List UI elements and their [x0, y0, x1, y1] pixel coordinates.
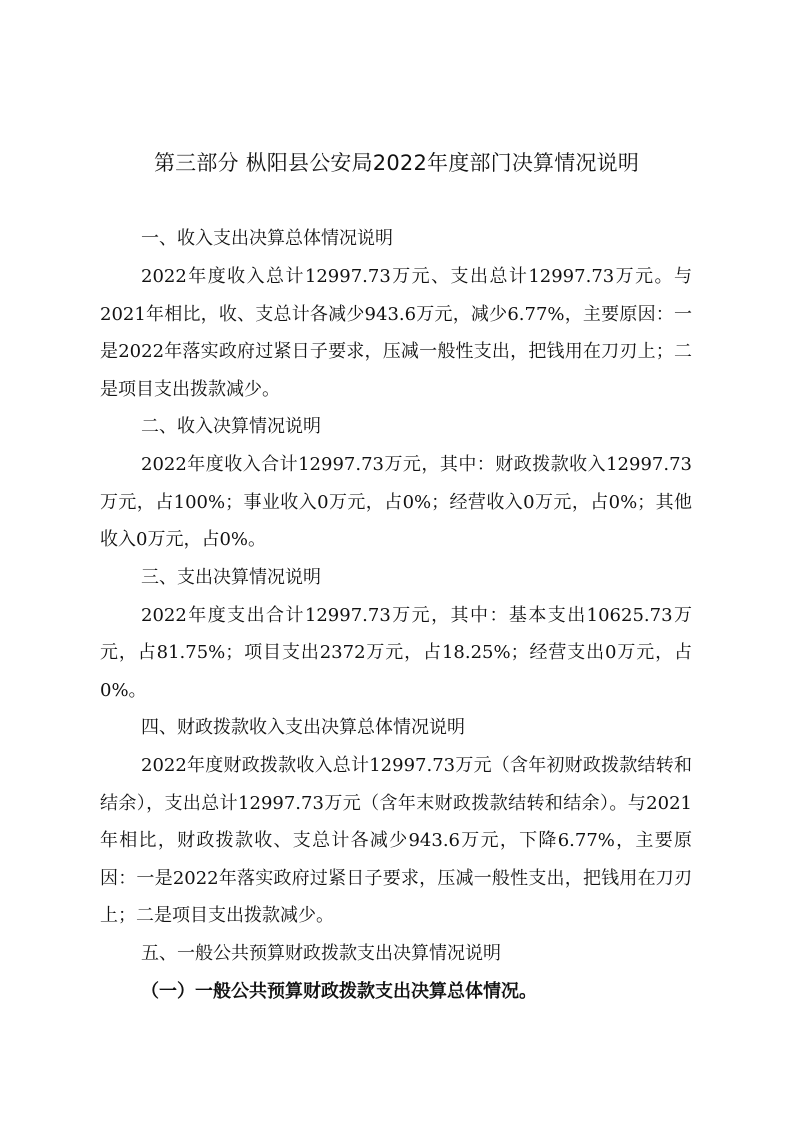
section-paragraph-1: 2022年度收入总计12997.73万元、支出总计12997.73万元。与2021年相比，收、支总计各减少943.6万元，减少6.77%，主要原因：一是2022年落实政府过紧日子要求，压减一般性支出，把钱用在刀刃上；二是项目支出拨款减少。: [100, 266, 692, 400]
section-heading-3: 三、支出决算情况说明: [141, 566, 321, 588]
section-heading-1: 一、收入支出决算总体情况说明: [141, 228, 393, 249]
section-paragraph-3: 2022年度支出合计12997.73万元，其中：基本支出10625.73万元，占81.75%；项目支出2372万元，占18.25%；经营支出0万元，占0%。: [100, 604, 692, 701]
document-body: [100, 220, 692, 1011]
section-heading-2: 二、收入决算情况说明: [141, 416, 321, 437]
section-paragraph-2: 2022年度收入合计12997.73万元，其中：财政拨款收入12997.73万元，占100%；事业收入0万元，占0%；经营收入0万元，占0%；其他收入0万元，占0%。: [100, 454, 692, 550]
section-heading-4: 四、财政拨款收入支出决算总体情况说明: [141, 717, 465, 738]
subsection-heading: （一）一般公共预算财政拨款支出决算总体情况。: [141, 980, 537, 1002]
page-title: 第三部分 枞阳县公安局2022年度部门决算情况说明: [153, 151, 640, 175]
section-heading-5: 五、一般公共预算财政拨款支出决算情况说明: [141, 942, 501, 964]
section-paragraph-4: 2022年度财政拨款收入总计12997.73万元（含年初财政拨款结转和结余），支出总计12997.73万元（含年末财政拨款结转和结余）。与2021年相比，财政拨款收、支总计各减少943.6万元，下降6.77%，主要原因：一是2022年落实政府过紧日子要求，压减一般性支出，把钱用在刀刃上；二是项目支出拨款减少。: [100, 755, 692, 926]
